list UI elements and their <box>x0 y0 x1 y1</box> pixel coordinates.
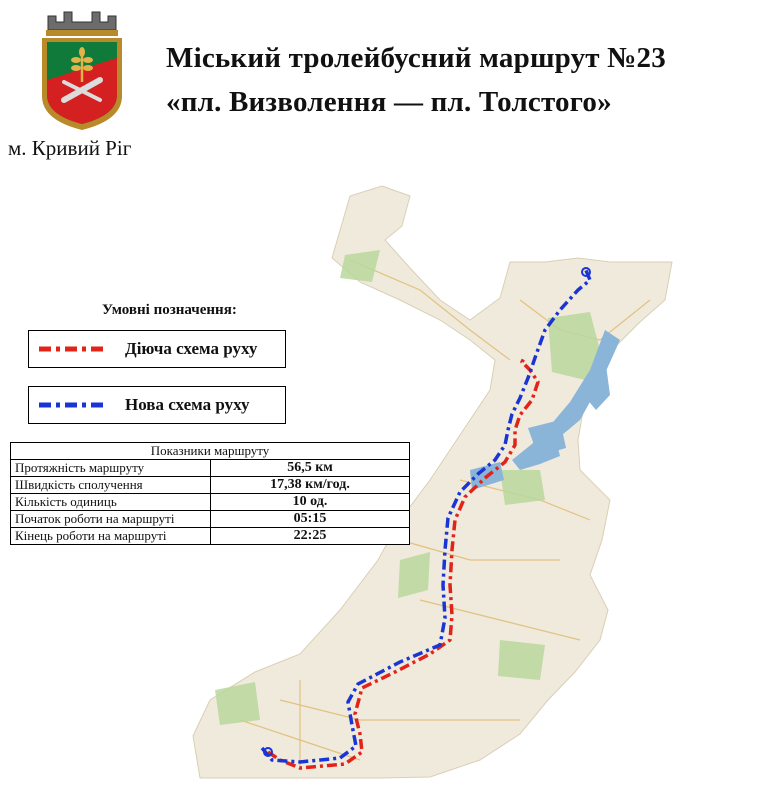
page-title: Міський тролейбусний маршрут №23 <box>166 42 666 74</box>
legend-item-existing <box>28 330 286 368</box>
table-row <box>11 494 410 511</box>
table-row <box>11 477 410 494</box>
stat-label: Початок роботи на маршруті <box>11 511 211 528</box>
legend-label: Діюча схема руху <box>125 339 258 358</box>
table-row <box>11 528 410 545</box>
route-stats-table <box>10 442 410 545</box>
legend-item-new <box>28 386 286 424</box>
legend-line-red-icon <box>39 341 105 357</box>
stat-value: 22:25 <box>211 528 410 545</box>
table-row <box>11 511 410 528</box>
stat-label: Швидкість сполучення <box>11 477 211 494</box>
stat-value: 10 од. <box>211 494 410 511</box>
city-name: м. Кривий Ріг <box>8 136 132 160</box>
legend-line-blue-icon <box>39 397 105 413</box>
table-row <box>11 460 410 477</box>
route-subtitle: «пл. Визволення — пл. Толстого» <box>166 86 612 118</box>
park-area <box>498 640 545 680</box>
park-area <box>215 682 260 725</box>
stat-label: Кінець роботи на маршруті <box>11 528 211 545</box>
stat-value: 56,5 км <box>211 460 410 477</box>
stats-title: Показники маршруту <box>11 443 410 460</box>
coat-of-arms-icon <box>34 8 130 132</box>
stat-label: Протяжність маршруту <box>11 460 211 477</box>
stat-value: 17,38 км/год. <box>211 477 410 494</box>
legend-title: Умовні позначення: <box>102 302 237 318</box>
stat-label: Кількість одиниць <box>11 494 211 511</box>
legend-label: Нова схема руху <box>125 395 250 414</box>
park-area <box>500 470 545 505</box>
stat-value: 05:15 <box>211 511 410 528</box>
